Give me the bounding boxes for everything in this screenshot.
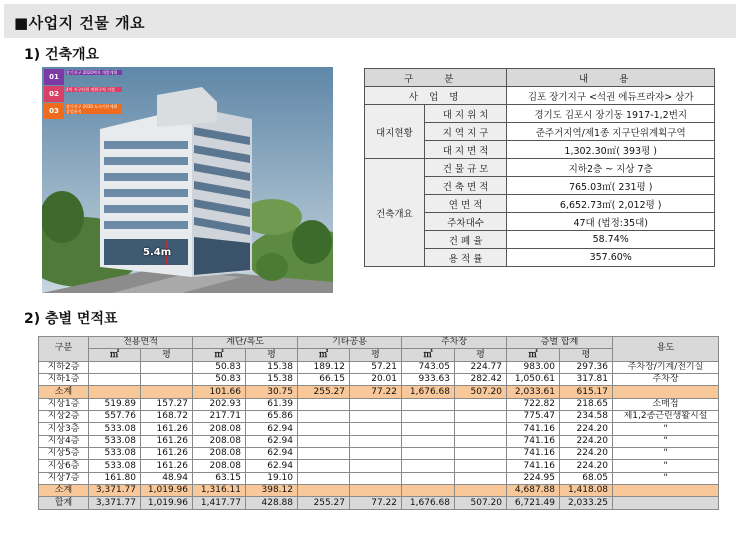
floor-label: 지상3층	[39, 423, 89, 435]
area-value	[402, 411, 455, 423]
area-value: 161.26	[141, 423, 193, 435]
overview-header-category: 구 분	[365, 69, 507, 87]
render-legend	[44, 69, 124, 120]
floor-use: "	[613, 423, 719, 435]
area-value: 50.83	[193, 361, 246, 373]
overview-row-site	[365, 105, 715, 123]
area-value: 533.08	[89, 435, 141, 447]
area-value: 157.27	[141, 398, 193, 410]
area-value: 1,019.96	[141, 497, 193, 509]
area-value: 50.83	[193, 374, 246, 386]
floor-row	[39, 472, 719, 484]
floor-label: 지하2층	[39, 361, 89, 373]
floor-table-group-header	[39, 337, 719, 349]
floor-label: 지상1층	[39, 398, 89, 410]
area-value	[89, 374, 141, 386]
area-value: 615.17	[560, 386, 613, 398]
area-value: 533.08	[89, 460, 141, 472]
setback-dimension-label: 5.4m	[143, 247, 172, 258]
coverage-ratio-value: 58.74%	[507, 231, 715, 249]
area-value: 741.16	[507, 423, 560, 435]
area-value: 533.08	[89, 448, 141, 460]
area-value: 57.21	[350, 361, 402, 373]
area-value	[298, 472, 350, 484]
header-other-common: 기타공용	[298, 337, 402, 349]
build-group-label: 건축개요	[365, 159, 425, 267]
legend-item	[44, 69, 124, 85]
floor-use	[613, 386, 719, 398]
header-use: 용도	[613, 337, 719, 362]
area-value: 1,676.68	[402, 386, 455, 398]
total-row	[39, 497, 719, 509]
floor-row	[39, 460, 719, 472]
area-value: 30.75	[246, 386, 298, 398]
subtotal-row	[39, 485, 719, 497]
floor-row	[39, 435, 719, 447]
area-value	[455, 411, 507, 423]
area-value: 218.65	[560, 398, 613, 410]
area-value: 255.27	[298, 386, 350, 398]
area-value	[89, 386, 141, 398]
zoning-value: 준주거지역/제1종 지구단위계획구역	[507, 123, 715, 141]
area-value: 224.20	[560, 423, 613, 435]
floor-row	[39, 398, 719, 410]
site-location-label: 대 지 위 치	[424, 105, 507, 123]
area-value	[402, 472, 455, 484]
area-value: 224.20	[560, 435, 613, 447]
building-rendering	[42, 67, 333, 293]
area-value	[402, 460, 455, 472]
area-value: 507.20	[455, 497, 507, 509]
building-area-value: 765.03㎡( 231평 )	[507, 177, 715, 195]
area-value	[298, 411, 350, 423]
area-value: 20.01	[350, 374, 402, 386]
area-value: 533.08	[89, 423, 141, 435]
building-overview-table	[364, 68, 715, 267]
floor-use: 주차장/기계/전기실	[613, 361, 719, 373]
unit-pyeong: 평	[560, 349, 613, 361]
floor-use	[613, 485, 719, 497]
building-scale-label: 건 물 규 모	[424, 159, 507, 177]
area-value	[141, 374, 193, 386]
area-value: 1,676.68	[402, 497, 455, 509]
area-value	[298, 435, 350, 447]
area-value: 741.16	[507, 435, 560, 447]
area-value: 428.88	[246, 497, 298, 509]
area-value: 15.38	[246, 374, 298, 386]
overview-row-project-name	[365, 87, 715, 105]
floor-table-body	[39, 361, 719, 509]
area-value: 161.80	[89, 472, 141, 484]
area-value: 161.26	[141, 435, 193, 447]
unit-sqm: ㎡	[89, 349, 141, 361]
floor-use	[613, 497, 719, 509]
area-value: 933.63	[402, 374, 455, 386]
area-value: 741.16	[507, 460, 560, 472]
area-value: 3,371.77	[89, 485, 141, 497]
area-value: 282.42	[455, 374, 507, 386]
floor-use: "	[613, 448, 719, 460]
area-value: 2,033.25	[560, 497, 613, 509]
area-value	[298, 398, 350, 410]
area-value: 77.22	[350, 497, 402, 509]
area-value: 1,050.61	[507, 374, 560, 386]
area-value	[350, 435, 402, 447]
area-value: 217.71	[193, 411, 246, 423]
floor-area-ratio-value: 357.60%	[507, 249, 715, 267]
area-value: 224.20	[560, 448, 613, 460]
unit-sqm: ㎡	[507, 349, 560, 361]
legend-number: 02	[44, 86, 64, 102]
legend-number: 01	[44, 69, 64, 85]
area-value	[350, 485, 402, 497]
project-name-value: 김포 장기지구 <석권 에듀프라자> 상가	[507, 87, 715, 105]
area-value: 398.12	[246, 485, 298, 497]
area-value: 62.94	[246, 435, 298, 447]
area-value	[455, 460, 507, 472]
area-value: 168.72	[141, 411, 193, 423]
area-value	[298, 485, 350, 497]
floor-label: 지상2층	[39, 411, 89, 423]
header-exclusive-area: 전용면적	[89, 337, 193, 349]
building-scale-value: 지하2층 ~ 지상 7층	[507, 159, 715, 177]
area-value	[141, 386, 193, 398]
area-value: 161.26	[141, 460, 193, 472]
area-value: 62.94	[246, 423, 298, 435]
area-value: 224.77	[455, 361, 507, 373]
area-value: 224.20	[560, 460, 613, 472]
area-value: 19.10	[246, 472, 298, 484]
area-value: 101.66	[193, 386, 246, 398]
floor-label: 소계	[39, 386, 89, 398]
area-value	[402, 485, 455, 497]
area-value: 6,721.49	[507, 497, 560, 509]
floor-label: 지상4층	[39, 435, 89, 447]
site-location-value: 경기도 김포시 장기동 1917-1,2번지	[507, 105, 715, 123]
area-value: 66.15	[298, 374, 350, 386]
area-value: 1,316.11	[193, 485, 246, 497]
floor-row	[39, 361, 719, 373]
floor-area-ratio-label: 용 적 률	[424, 249, 507, 267]
subtotal-row	[39, 386, 719, 398]
area-value: 2,033.61	[507, 386, 560, 398]
section-title-overview: 1) 건축개요	[24, 47, 100, 63]
gross-floor-area-value: 6,652.73㎡( 2,012평 )	[507, 195, 715, 213]
unit-pyeong: 평	[455, 349, 507, 361]
floor-label: 지상6층	[39, 460, 89, 472]
area-value	[402, 448, 455, 460]
area-value	[350, 398, 402, 410]
area-value	[455, 448, 507, 460]
area-value: 983.00	[507, 361, 560, 373]
floor-use: 소매점	[613, 398, 719, 410]
building-area-label: 건 축 면 적	[424, 177, 507, 195]
area-value: 63.15	[193, 472, 246, 484]
area-value: 62.94	[246, 448, 298, 460]
area-value	[455, 423, 507, 435]
area-value: 255.27	[298, 497, 350, 509]
area-value: 77.22	[350, 386, 402, 398]
overview-header-content: 내 용	[507, 69, 715, 87]
unit-pyeong: 평	[246, 349, 298, 361]
floor-label: 지하1층	[39, 374, 89, 386]
area-value	[350, 460, 402, 472]
area-value	[350, 472, 402, 484]
area-value: 224.95	[507, 472, 560, 484]
floor-use: 제1,2종근린생활시설	[613, 411, 719, 423]
gross-floor-area-label: 연 면 적	[424, 195, 507, 213]
overview-header-row	[365, 69, 715, 87]
floor-label: 지상5층	[39, 448, 89, 460]
floor-use: 주차장	[613, 374, 719, 386]
floor-row	[39, 374, 719, 386]
area-value: 1,019.96	[141, 485, 193, 497]
floor-label: 소계	[39, 485, 89, 497]
legend-item	[44, 86, 124, 102]
area-value: 741.16	[507, 448, 560, 460]
area-value	[298, 448, 350, 460]
legend-text: 장기지구 2020택지 개발계획	[66, 70, 122, 75]
area-value: 208.08	[193, 448, 246, 460]
area-value: 297.36	[560, 361, 613, 373]
legend-item	[44, 103, 124, 119]
area-value: 4,687.88	[507, 485, 560, 497]
area-value: 3,371.77	[89, 497, 141, 509]
floor-label: 지상7층	[39, 472, 89, 484]
site-area-label: 대 지 면 적	[424, 141, 507, 159]
area-value	[455, 485, 507, 497]
area-value	[402, 435, 455, 447]
overview-row-build	[365, 159, 715, 177]
legend-text: 장기지구 2030 도시기본계획 상업용지	[66, 104, 122, 114]
project-name-label: 사 업 명	[365, 87, 507, 105]
area-value	[298, 423, 350, 435]
area-value: 61.39	[246, 398, 298, 410]
unit-sqm: ㎡	[298, 349, 350, 361]
area-value: 68.05	[560, 472, 613, 484]
area-value	[455, 435, 507, 447]
floor-use: "	[613, 460, 719, 472]
floor-use: "	[613, 435, 719, 447]
area-value: 208.08	[193, 435, 246, 447]
parking-label: 주차대수	[424, 213, 507, 231]
page-title: ■사업지 건물 개요	[14, 14, 146, 32]
area-value: 743.05	[402, 361, 455, 373]
area-value: 208.08	[193, 460, 246, 472]
floor-area-table	[38, 336, 719, 510]
area-value: 775.47	[507, 411, 560, 423]
area-value: 234.58	[560, 411, 613, 423]
header-parking: 주차장	[402, 337, 507, 349]
area-value	[402, 398, 455, 410]
area-value	[350, 411, 402, 423]
floor-use: "	[613, 472, 719, 484]
area-value: 161.26	[141, 448, 193, 460]
area-value	[350, 448, 402, 460]
site-area-value: 1,302.30㎡( 393평 )	[507, 141, 715, 159]
area-value	[455, 472, 507, 484]
area-value: 208.08	[193, 423, 246, 435]
unit-pyeong: 평	[141, 349, 193, 361]
parking-value: 47대 (법정:35대)	[507, 213, 715, 231]
floor-row	[39, 423, 719, 435]
unit-sqm: ㎡	[193, 349, 246, 361]
area-value	[141, 361, 193, 373]
header-floor-total: 층별 합계	[507, 337, 613, 349]
site-group-label: 대지현황	[365, 105, 425, 159]
area-value: 202.93	[193, 398, 246, 410]
area-value	[402, 423, 455, 435]
unit-sqm: ㎡	[402, 349, 455, 361]
unit-pyeong: 평	[350, 349, 402, 361]
area-value	[455, 398, 507, 410]
area-value: 317.81	[560, 374, 613, 386]
area-value: 722.82	[507, 398, 560, 410]
coverage-ratio-label: 건 폐 율	[424, 231, 507, 249]
area-value: 65.86	[246, 411, 298, 423]
area-value: 189.12	[298, 361, 350, 373]
area-value	[298, 460, 350, 472]
area-value: 1,417.77	[193, 497, 246, 509]
zoning-label: 지 역 지 구	[424, 123, 507, 141]
area-value: 15.38	[246, 361, 298, 373]
area-value: 1,418.08	[560, 485, 613, 497]
area-value: 519.89	[89, 398, 141, 410]
area-value: 557.76	[89, 411, 141, 423]
header-category: 구분	[39, 337, 89, 362]
area-value: 507.20	[455, 386, 507, 398]
area-value: 62.94	[246, 460, 298, 472]
area-value: 48.94	[141, 472, 193, 484]
floor-label: 합계	[39, 497, 89, 509]
floor-row	[39, 448, 719, 460]
floor-row	[39, 411, 719, 423]
legend-number: 03	[44, 103, 64, 119]
header-stairs-corridor: 계단/복도	[193, 337, 298, 349]
area-value	[350, 423, 402, 435]
area-value	[89, 361, 141, 373]
section-title-floor-area: 2) 층별 면적표	[24, 311, 118, 327]
legend-text: 4차 지구단위 계획구역 지정	[66, 87, 122, 92]
